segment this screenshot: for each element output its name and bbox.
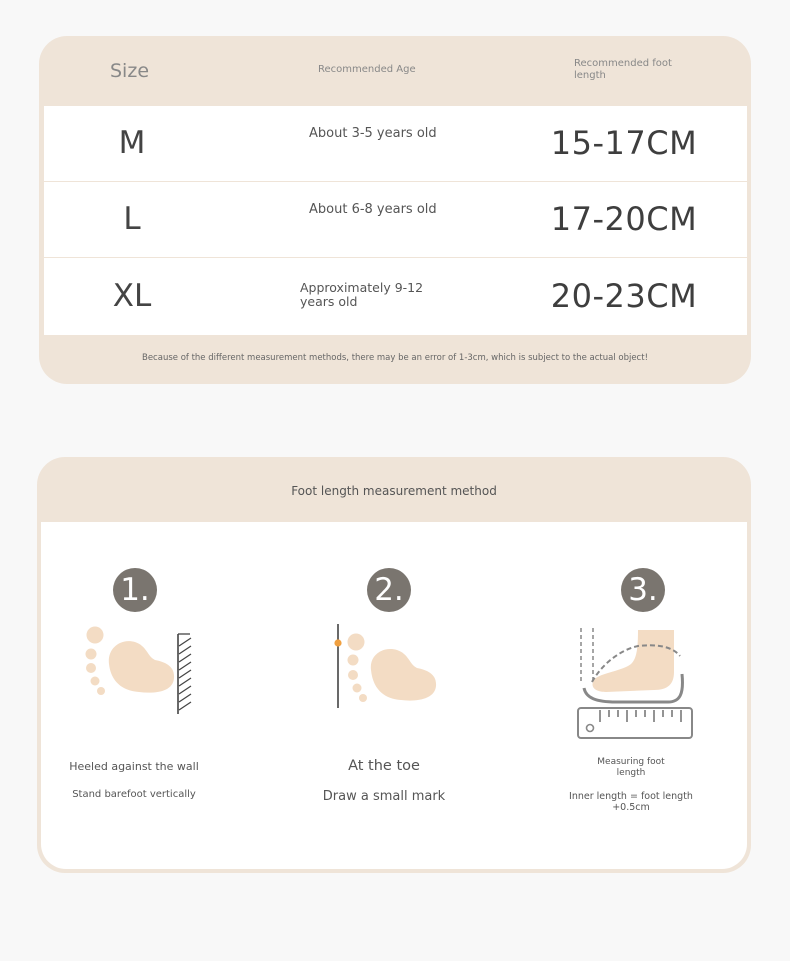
- foot-length-cell: 17-20CM: [550, 200, 698, 238]
- age-cell: About 3-5 years old: [309, 126, 437, 141]
- step-3-line-2: Inner length = foot length +0.5cm: [569, 791, 693, 813]
- size-chart-card: [39, 36, 751, 384]
- method-title: Foot length measurement method: [291, 484, 497, 498]
- age-cell: About 6-8 years old: [309, 202, 437, 217]
- age-cell: Approximately 9-12 years old: [300, 280, 424, 309]
- step-3-badge: 3.: [621, 568, 665, 612]
- step-2-line-2: Draw a small mark: [322, 789, 446, 804]
- header-recommended-foot-length: Recommended foot length: [574, 58, 672, 81]
- method-steps: [41, 522, 747, 869]
- step-1-line-2: Stand barefoot vertically: [72, 789, 196, 800]
- step-1-badge: 1.: [113, 568, 157, 612]
- header-recommended-age: Recommended Age: [318, 64, 416, 75]
- measurement-method-card: [37, 457, 751, 873]
- foot-ruler-icon: [576, 628, 696, 740]
- size-cell: XL: [112, 278, 152, 314]
- size-cell: L: [123, 201, 141, 237]
- table-row: [44, 182, 747, 258]
- header-size: Size: [110, 60, 150, 82]
- foot-toe-mark-icon: [333, 622, 443, 712]
- step-3-line-1: Measuring foot length: [597, 757, 665, 778]
- step-2-badge: 2.: [367, 568, 411, 612]
- step-2-line-1: At the toe: [348, 758, 420, 774]
- measurement-error-note: Because of the different measurement methods, there may be an error of 1-3cm, which is subject to the actual object!: [142, 353, 648, 363]
- foot-against-wall-icon: [81, 622, 201, 718]
- foot-length-cell: 15-17CM: [550, 124, 698, 162]
- size-table-body: [44, 106, 747, 335]
- table-row: [44, 259, 747, 335]
- table-row: [44, 106, 747, 182]
- step-1-line-1: Heeled against the wall: [69, 760, 199, 773]
- size-cell: M: [118, 125, 146, 161]
- foot-length-cell: 20-23CM: [550, 277, 698, 315]
